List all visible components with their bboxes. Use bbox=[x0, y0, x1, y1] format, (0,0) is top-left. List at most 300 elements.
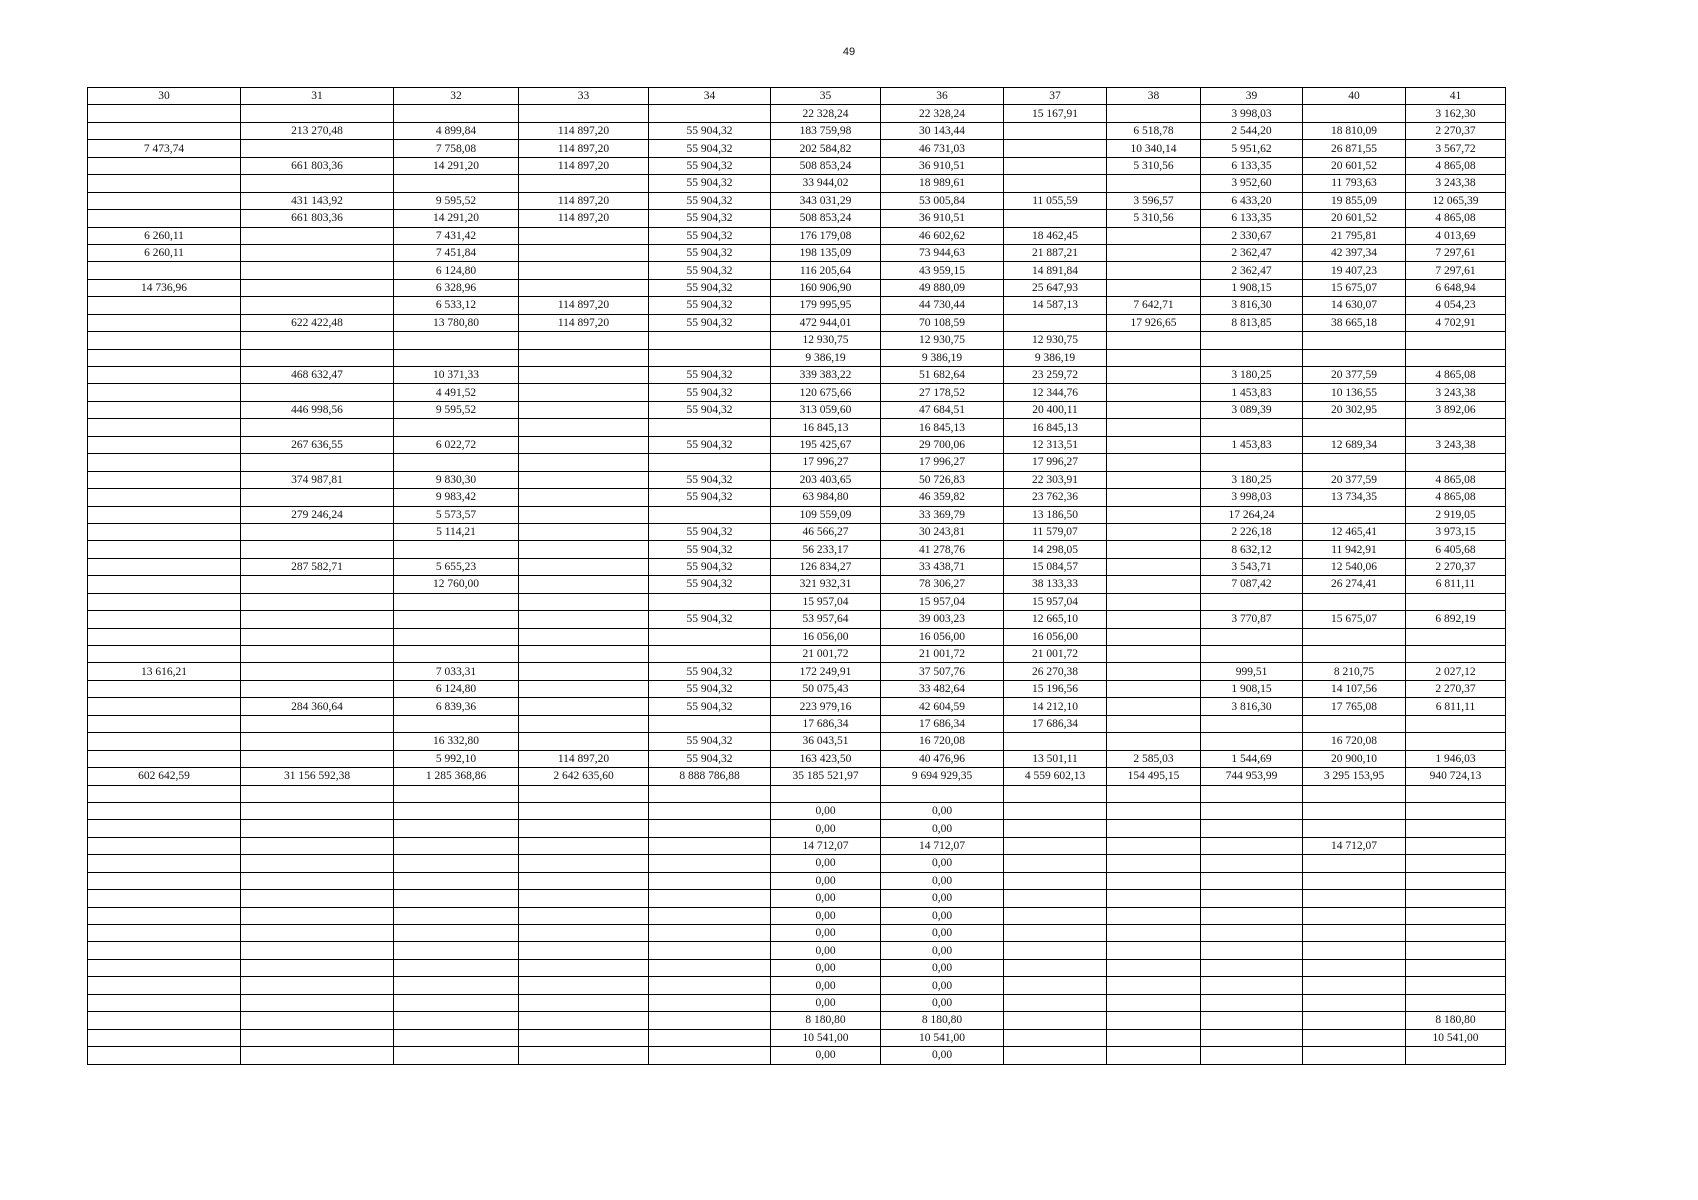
table-cell bbox=[88, 733, 241, 750]
table-row bbox=[88, 436, 1506, 453]
table-cell bbox=[1201, 942, 1303, 959]
table-cell bbox=[1406, 820, 1506, 837]
table-cell bbox=[519, 523, 649, 540]
table-cell: 5 951,62 bbox=[1201, 140, 1303, 157]
table-cell bbox=[1107, 802, 1201, 819]
table-cell bbox=[241, 349, 394, 366]
table-cell: 21 001,72 bbox=[881, 646, 1004, 663]
page-number: 49 bbox=[842, 46, 856, 58]
table-row bbox=[88, 558, 1506, 575]
table-cell bbox=[88, 576, 241, 593]
table-cell bbox=[394, 1012, 519, 1029]
table-cell: 6 022,72 bbox=[394, 436, 519, 453]
table-cell: 11 579,07 bbox=[1004, 523, 1107, 540]
table-cell: 10 340,14 bbox=[1107, 140, 1201, 157]
table-cell: 73 944,63 bbox=[881, 244, 1004, 261]
table-cell bbox=[519, 698, 649, 715]
table-cell: 15 675,07 bbox=[1303, 611, 1406, 628]
table-cell bbox=[88, 802, 241, 819]
table-cell bbox=[1303, 1012, 1406, 1029]
table-cell bbox=[519, 733, 649, 750]
table-cell bbox=[649, 890, 771, 907]
table-cell: 17 996,27 bbox=[1004, 454, 1107, 471]
table-cell: 55 904,32 bbox=[649, 175, 771, 192]
table-cell bbox=[241, 663, 394, 680]
table-cell: 7 087,42 bbox=[1201, 576, 1303, 593]
table-cell: 10 541,00 bbox=[1406, 1029, 1506, 1046]
table-cell bbox=[1004, 925, 1107, 942]
table-cell: 0,00 bbox=[881, 890, 1004, 907]
table-cell: 40 476,96 bbox=[881, 750, 1004, 767]
table-cell bbox=[88, 715, 241, 732]
table-cell bbox=[1004, 802, 1107, 819]
table-cell bbox=[649, 785, 771, 802]
table-cell: 3 295 153,95 bbox=[1303, 768, 1406, 785]
table-cell bbox=[519, 611, 649, 628]
table-cell bbox=[1004, 122, 1107, 139]
table-cell: 2 585,03 bbox=[1107, 750, 1201, 767]
table-cell bbox=[649, 628, 771, 645]
table-cell: 0,00 bbox=[881, 994, 1004, 1011]
table-cell: 18 462,45 bbox=[1004, 227, 1107, 244]
table-cell bbox=[88, 523, 241, 540]
table-cell bbox=[519, 332, 649, 349]
table-cell: 55 904,32 bbox=[649, 297, 771, 314]
table-cell: 0,00 bbox=[881, 959, 1004, 976]
table-cell bbox=[649, 942, 771, 959]
table-cell bbox=[1107, 715, 1201, 732]
table-cell bbox=[1107, 872, 1201, 889]
table-cell: 12 689,34 bbox=[1303, 436, 1406, 453]
table-cell bbox=[1004, 977, 1107, 994]
table-cell bbox=[1201, 646, 1303, 663]
table-cell bbox=[1201, 802, 1303, 819]
table-cell bbox=[519, 105, 649, 122]
table-cell: 4 865,08 bbox=[1406, 210, 1506, 227]
table-cell bbox=[88, 436, 241, 453]
table-cell: 33 438,71 bbox=[881, 558, 1004, 575]
table-cell bbox=[88, 419, 241, 436]
table-cell bbox=[241, 279, 394, 296]
table-cell bbox=[519, 977, 649, 994]
table-cell bbox=[394, 419, 519, 436]
table-cell bbox=[241, 907, 394, 924]
table-cell: 114 897,20 bbox=[519, 192, 649, 209]
table-cell: 4 865,08 bbox=[1406, 367, 1506, 384]
table-cell bbox=[1107, 262, 1201, 279]
table-cell bbox=[1406, 733, 1506, 750]
table-cell bbox=[1107, 925, 1201, 942]
table-cell bbox=[394, 959, 519, 976]
table-cell bbox=[88, 977, 241, 994]
table-cell bbox=[519, 837, 649, 854]
table-cell: 3 243,38 bbox=[1406, 436, 1506, 453]
column-header: 37 bbox=[1004, 88, 1107, 105]
table-cell bbox=[1107, 611, 1201, 628]
table-cell: 10 541,00 bbox=[771, 1029, 881, 1046]
table-cell bbox=[241, 227, 394, 244]
table-row bbox=[88, 384, 1506, 401]
table-cell: 5 114,21 bbox=[394, 523, 519, 540]
table-cell: 0,00 bbox=[881, 1047, 1004, 1064]
table-cell: 11 055,59 bbox=[1004, 192, 1107, 209]
table-cell bbox=[1303, 890, 1406, 907]
table-cell bbox=[519, 802, 649, 819]
table-cell bbox=[88, 785, 241, 802]
table-cell: 16 845,13 bbox=[771, 419, 881, 436]
table-row bbox=[88, 680, 1506, 697]
table-cell: 343 031,29 bbox=[771, 192, 881, 209]
table-cell bbox=[1004, 942, 1107, 959]
table-cell bbox=[1201, 593, 1303, 610]
table-cell: 70 108,59 bbox=[881, 314, 1004, 331]
table-cell: 9 386,19 bbox=[771, 349, 881, 366]
table-cell bbox=[519, 820, 649, 837]
table-cell bbox=[88, 454, 241, 471]
table-cell bbox=[88, 750, 241, 767]
table-cell bbox=[1201, 628, 1303, 645]
table-cell: 53 005,84 bbox=[881, 192, 1004, 209]
table-cell: 6 811,11 bbox=[1406, 698, 1506, 715]
table-cell: 55 904,32 bbox=[649, 401, 771, 418]
table-cell: 17 686,34 bbox=[881, 715, 1004, 732]
table-cell: 15 957,04 bbox=[1004, 593, 1107, 610]
table-cell bbox=[88, 367, 241, 384]
table-cell bbox=[519, 663, 649, 680]
table-cell: 940 724,13 bbox=[1406, 768, 1506, 785]
table-cell: 6 260,11 bbox=[88, 227, 241, 244]
table-cell bbox=[1004, 890, 1107, 907]
table-cell: 198 135,09 bbox=[771, 244, 881, 261]
table-cell: 12 065,39 bbox=[1406, 192, 1506, 209]
table-cell: 55 904,32 bbox=[649, 611, 771, 628]
table-cell bbox=[241, 262, 394, 279]
table-cell: 3 243,38 bbox=[1406, 384, 1506, 401]
table-cell: 14 712,07 bbox=[1303, 837, 1406, 854]
table-cell: 20 377,59 bbox=[1303, 471, 1406, 488]
table-cell: 176 179,08 bbox=[771, 227, 881, 244]
table-cell bbox=[649, 820, 771, 837]
table-cell: 14 587,13 bbox=[1004, 297, 1107, 314]
table-cell bbox=[1406, 890, 1506, 907]
table-cell bbox=[88, 646, 241, 663]
table-cell: 195 425,67 bbox=[771, 436, 881, 453]
table-cell: 114 897,20 bbox=[519, 297, 649, 314]
table-cell bbox=[88, 157, 241, 174]
table-cell bbox=[394, 175, 519, 192]
table-cell bbox=[649, 802, 771, 819]
table-cell: 26 270,38 bbox=[1004, 663, 1107, 680]
table-cell bbox=[88, 1012, 241, 1029]
table-cell bbox=[394, 855, 519, 872]
table-cell: 37 507,76 bbox=[881, 663, 1004, 680]
table-row bbox=[88, 401, 1506, 418]
table-cell: 3 998,03 bbox=[1201, 105, 1303, 122]
table-cell bbox=[1406, 646, 1506, 663]
table-cell: 33 944,02 bbox=[771, 175, 881, 192]
table-cell bbox=[1107, 227, 1201, 244]
table-cell: 183 759,98 bbox=[771, 122, 881, 139]
table-cell: 0,00 bbox=[771, 907, 881, 924]
table-cell: 13 616,21 bbox=[88, 663, 241, 680]
table-cell bbox=[1107, 401, 1201, 418]
table-row bbox=[88, 768, 1506, 785]
table-cell bbox=[88, 558, 241, 575]
column-header: 39 bbox=[1201, 88, 1303, 105]
table-cell bbox=[519, 506, 649, 523]
table-cell: 508 853,24 bbox=[771, 157, 881, 174]
table-cell bbox=[394, 837, 519, 854]
table-row bbox=[88, 175, 1506, 192]
table-cell bbox=[88, 262, 241, 279]
table-cell bbox=[88, 297, 241, 314]
table-cell: 4 865,08 bbox=[1406, 157, 1506, 174]
table-cell: 2 362,47 bbox=[1201, 244, 1303, 261]
table-cell bbox=[241, 785, 394, 802]
table-cell: 279 246,24 bbox=[241, 506, 394, 523]
table-cell bbox=[88, 820, 241, 837]
table-cell: 11 942,91 bbox=[1303, 541, 1406, 558]
table-cell bbox=[519, 785, 649, 802]
table-row bbox=[88, 227, 1506, 244]
table-cell: 3 567,72 bbox=[1406, 140, 1506, 157]
table-cell: 321 932,31 bbox=[771, 576, 881, 593]
table-cell: 3 998,03 bbox=[1201, 489, 1303, 506]
table-cell: 33 369,79 bbox=[881, 506, 1004, 523]
table-cell: 8 180,80 bbox=[1406, 1012, 1506, 1029]
table-cell: 63 984,80 bbox=[771, 489, 881, 506]
table-cell: 46 359,82 bbox=[881, 489, 1004, 506]
table-cell bbox=[88, 855, 241, 872]
table-cell: 2 330,67 bbox=[1201, 227, 1303, 244]
table-cell: 36 910,51 bbox=[881, 210, 1004, 227]
table-cell bbox=[241, 576, 394, 593]
table-cell: 0,00 bbox=[881, 907, 1004, 924]
table-cell: 0,00 bbox=[771, 855, 881, 872]
table-cell: 55 904,32 bbox=[649, 157, 771, 174]
table-cell: 55 904,32 bbox=[649, 367, 771, 384]
table-cell bbox=[1107, 890, 1201, 907]
table-cell bbox=[1303, 820, 1406, 837]
table-cell: 3 596,57 bbox=[1107, 192, 1201, 209]
table-cell: 7 033,31 bbox=[394, 663, 519, 680]
table-cell: 0,00 bbox=[881, 855, 1004, 872]
table-cell bbox=[649, 419, 771, 436]
table-cell bbox=[241, 611, 394, 628]
table-row bbox=[88, 698, 1506, 715]
table-cell: 9 595,52 bbox=[394, 401, 519, 418]
table-cell bbox=[1107, 820, 1201, 837]
table-cell: 55 904,32 bbox=[649, 733, 771, 750]
table-cell: 3 089,39 bbox=[1201, 401, 1303, 418]
table-cell: 33 482,64 bbox=[881, 680, 1004, 697]
table-cell: 0,00 bbox=[771, 942, 881, 959]
table-cell: 55 904,32 bbox=[649, 471, 771, 488]
table-cell bbox=[1107, 1012, 1201, 1029]
table-cell bbox=[649, 454, 771, 471]
table-cell bbox=[1107, 349, 1201, 366]
table-cell bbox=[394, 802, 519, 819]
table-cell: 2 919,05 bbox=[1406, 506, 1506, 523]
table-cell: 126 834,27 bbox=[771, 558, 881, 575]
table-cell: 339 383,22 bbox=[771, 367, 881, 384]
table-cell bbox=[1406, 454, 1506, 471]
table-cell bbox=[241, 541, 394, 558]
table-cell: 0,00 bbox=[771, 802, 881, 819]
table-cell: 16 056,00 bbox=[771, 628, 881, 645]
table-cell: 13 780,80 bbox=[394, 314, 519, 331]
table-cell: 2 270,37 bbox=[1406, 558, 1506, 575]
table-cell bbox=[1107, 244, 1201, 261]
table-cell bbox=[394, 628, 519, 645]
table-cell: 13 186,50 bbox=[1004, 506, 1107, 523]
table-row bbox=[88, 262, 1506, 279]
table-cell bbox=[1004, 785, 1107, 802]
table-row bbox=[88, 297, 1506, 314]
table-cell bbox=[519, 279, 649, 296]
table-cell: 12 930,75 bbox=[881, 332, 1004, 349]
table-cell bbox=[1303, 785, 1406, 802]
table-cell: 9 595,52 bbox=[394, 192, 519, 209]
table-cell: 14 291,20 bbox=[394, 157, 519, 174]
table-cell bbox=[241, 140, 394, 157]
table-cell bbox=[88, 1029, 241, 1046]
table-cell: 2 027,12 bbox=[1406, 663, 1506, 680]
table-cell bbox=[88, 611, 241, 628]
table-cell bbox=[88, 471, 241, 488]
table-cell bbox=[88, 628, 241, 645]
table-cell bbox=[88, 698, 241, 715]
table-cell: 14 712,07 bbox=[881, 837, 1004, 854]
table-cell bbox=[394, 646, 519, 663]
table-cell: 42 397,34 bbox=[1303, 244, 1406, 261]
table-cell: 15 084,57 bbox=[1004, 558, 1107, 575]
table-cell bbox=[88, 332, 241, 349]
table-cell bbox=[1107, 994, 1201, 1011]
table-cell: 55 904,32 bbox=[649, 698, 771, 715]
table-cell: 17 264,24 bbox=[1201, 506, 1303, 523]
table-cell bbox=[649, 837, 771, 854]
table-cell: 50 726,83 bbox=[881, 471, 1004, 488]
table-cell: 55 904,32 bbox=[649, 489, 771, 506]
table-cell bbox=[1406, 628, 1506, 645]
table-cell bbox=[1406, 942, 1506, 959]
table-cell bbox=[394, 890, 519, 907]
table-cell: 27 178,52 bbox=[881, 384, 1004, 401]
table-cell: 0,00 bbox=[881, 802, 1004, 819]
table-cell: 35 185 521,97 bbox=[771, 768, 881, 785]
table-row bbox=[88, 907, 1506, 924]
table-cell: 1 453,83 bbox=[1201, 384, 1303, 401]
table-cell: 14 298,05 bbox=[1004, 541, 1107, 558]
table-cell bbox=[241, 297, 394, 314]
table-cell: 9 386,19 bbox=[1004, 349, 1107, 366]
column-header: 41 bbox=[1406, 88, 1506, 105]
table-cell: 8 888 786,88 bbox=[649, 768, 771, 785]
table-row bbox=[88, 419, 1506, 436]
table-row bbox=[88, 959, 1506, 976]
table-row bbox=[88, 925, 1506, 942]
table-cell: 9 983,42 bbox=[394, 489, 519, 506]
table-cell: 78 306,27 bbox=[881, 576, 1004, 593]
table-cell: 55 904,32 bbox=[649, 750, 771, 767]
table-cell bbox=[241, 489, 394, 506]
table-cell: 20 377,59 bbox=[1303, 367, 1406, 384]
table-cell bbox=[1406, 715, 1506, 732]
table-cell: 20 302,95 bbox=[1303, 401, 1406, 418]
table-cell: 55 904,32 bbox=[649, 680, 771, 697]
table-cell bbox=[1303, 349, 1406, 366]
table-cell: 6 518,78 bbox=[1107, 122, 1201, 139]
table-cell bbox=[241, 733, 394, 750]
table-cell bbox=[1406, 855, 1506, 872]
table-row bbox=[88, 192, 1506, 209]
table-cell bbox=[1004, 907, 1107, 924]
table-cell: 36 043,51 bbox=[771, 733, 881, 750]
table-row bbox=[88, 872, 1506, 889]
table-cell bbox=[1004, 820, 1107, 837]
table-cell: 21 001,72 bbox=[771, 646, 881, 663]
table-cell: 154 495,15 bbox=[1107, 768, 1201, 785]
table-cell bbox=[771, 785, 881, 802]
table-cell: 313 059,60 bbox=[771, 401, 881, 418]
table-cell: 6 648,94 bbox=[1406, 279, 1506, 296]
table-cell bbox=[519, 872, 649, 889]
table-cell bbox=[1201, 994, 1303, 1011]
table-cell: 46 602,62 bbox=[881, 227, 1004, 244]
table-row bbox=[88, 541, 1506, 558]
table-cell bbox=[241, 872, 394, 889]
table-cell: 18 989,61 bbox=[881, 175, 1004, 192]
table-cell: 9 694 929,35 bbox=[881, 768, 1004, 785]
table-cell: 284 360,64 bbox=[241, 698, 394, 715]
table-cell bbox=[519, 175, 649, 192]
table-cell bbox=[649, 994, 771, 1011]
table-cell: 2 642 635,60 bbox=[519, 768, 649, 785]
table-cell bbox=[241, 175, 394, 192]
table-cell: 7 758,08 bbox=[394, 140, 519, 157]
table-cell: 15 957,04 bbox=[771, 593, 881, 610]
table-cell bbox=[649, 1012, 771, 1029]
table-cell: 744 953,99 bbox=[1201, 768, 1303, 785]
table-cell: 3 952,60 bbox=[1201, 175, 1303, 192]
table-cell: 9 830,30 bbox=[394, 471, 519, 488]
table-cell bbox=[394, 977, 519, 994]
table-cell bbox=[1201, 419, 1303, 436]
table-cell: 47 684,51 bbox=[881, 401, 1004, 418]
table-cell: 19 855,09 bbox=[1303, 192, 1406, 209]
table-cell bbox=[519, 471, 649, 488]
table-cell: 2 270,37 bbox=[1406, 122, 1506, 139]
table-cell bbox=[241, 925, 394, 942]
table-cell: 213 270,48 bbox=[241, 122, 394, 139]
table-cell: 12 930,75 bbox=[1004, 332, 1107, 349]
table-cell bbox=[519, 959, 649, 976]
table-cell: 6 124,80 bbox=[394, 680, 519, 697]
table-cell: 6 839,36 bbox=[394, 698, 519, 715]
table-cell bbox=[519, 576, 649, 593]
table-cell bbox=[394, 925, 519, 942]
table-cell bbox=[241, 454, 394, 471]
table-cell: 120 675,66 bbox=[771, 384, 881, 401]
table-cell: 20 900,10 bbox=[1303, 750, 1406, 767]
table-cell: 602 642,59 bbox=[88, 768, 241, 785]
table-cell: 12 313,51 bbox=[1004, 436, 1107, 453]
table-row bbox=[88, 576, 1506, 593]
table-cell: 3 973,15 bbox=[1406, 523, 1506, 540]
table-cell: 36 910,51 bbox=[881, 157, 1004, 174]
table-cell bbox=[1406, 977, 1506, 994]
